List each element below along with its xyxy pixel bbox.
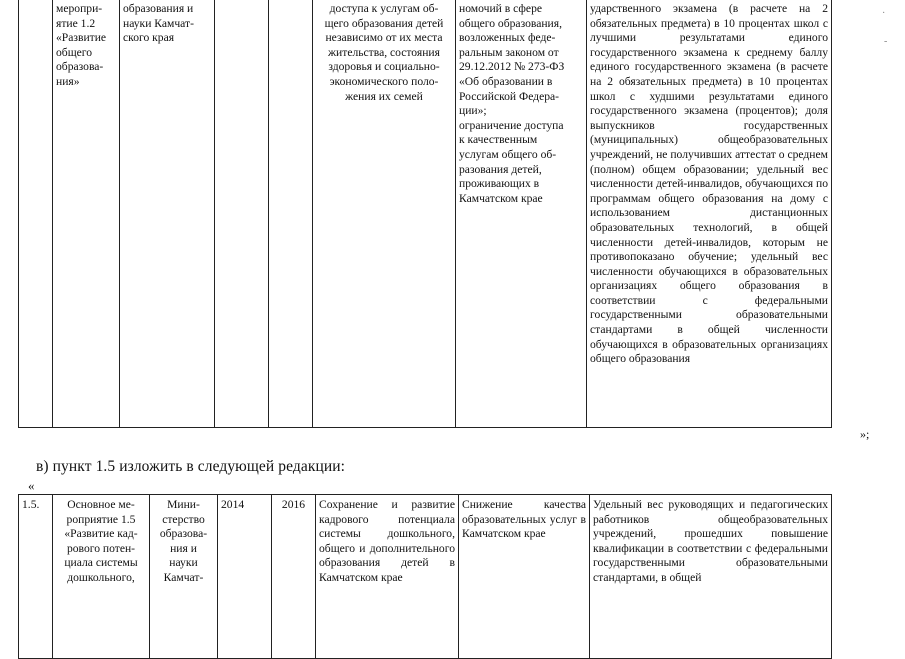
cell-event-name: меропри- ятие 1.2 «Развитие общего образова- ния» — [53, 0, 120, 428]
margin-mark: - — [884, 36, 888, 47]
cell-indicators: Удельный вес руководящих и педагогических работников общеобразовательных учреждений, прошедших повышение квалификации в соответствии с федеральными государственными образовательными стандартами, в общей — [590, 495, 832, 659]
cell-number: 1.5. — [19, 495, 53, 659]
closing-quote: »; — [860, 427, 870, 441]
cell-event-name: Основное ме- роприятие 1.5 «Развитие кад- рового потен- циала системы дошкольного, — [53, 495, 150, 659]
amendment-instruction: в) пункт 1.5 изложить в следующей редакции: — [36, 458, 346, 475]
cell-consequences: номочий в сфере общего образования, возложенных феде- ральным законом от 29.12.2012 № 273-ФЗ «Об образовании в Российской Федера- ции»; ограничение доступа к качественным услугам общего об- разования детей, проживающих в Камчатском крае — [456, 0, 587, 428]
cell-number — [19, 0, 53, 428]
cell-executor: образования и науки Камчат- ского края — [120, 0, 215, 428]
cell-start-year: 2014 — [218, 495, 272, 659]
bottom-table-fragment — [18, 494, 832, 659]
cell-start-year — [215, 0, 269, 428]
cell-end-year — [269, 0, 313, 428]
opening-quote: « — [28, 478, 35, 493]
cell-expected-result: Сохранение и развитие кадрового потенциала системы дошкольного, общего и дополнительного образования детей в Камчатском крае — [316, 495, 459, 659]
cell-indicators: ударственного экзамена (в расчете на 2 обязательных предмета) в 10 процентах школ с лучшими результатами единого государственного экзамена к среднему баллу единого государственного экзамена (в расчете на 2 обязательных предмета) в 10 процентах школ с худшими результатами единого государственного экзамена (процентов); доля выпускников государственных (муниципальных) общеобразовательных учреждений, не получивших аттестат о среднем (полном) общем образовании; удельный вес численности детей-инвалидов, обучающихся по программам общего образования на дому с использованием дистанционных образовательных технологий, в общей численности детей-инвалидов, которым не противопоказано обучение; удельный вес численности обучающихся в образовательных организациях общего образования в соответствии с федеральными государственными образовательными стандартами в общей численности обучающихся в образовательных организациях общего образования — [587, 0, 832, 428]
cell-end-year: 2016 — [272, 495, 316, 659]
cell-expected-result: доступа к услугам об- щего образования детей независимо от их места жительства, состояния здоровья и социально- экономического поло- жения их семей — [313, 0, 456, 428]
top-table-fragment — [18, 0, 832, 428]
margin-mark: · — [882, 8, 886, 19]
cell-executor: Мини- стерство образова- ния и науки Камчат- — [150, 495, 218, 659]
table-row — [19, 0, 832, 428]
table-row — [19, 495, 832, 659]
cell-consequences: Снижение качества образовательных услуг в Камчатском крае — [459, 495, 590, 659]
